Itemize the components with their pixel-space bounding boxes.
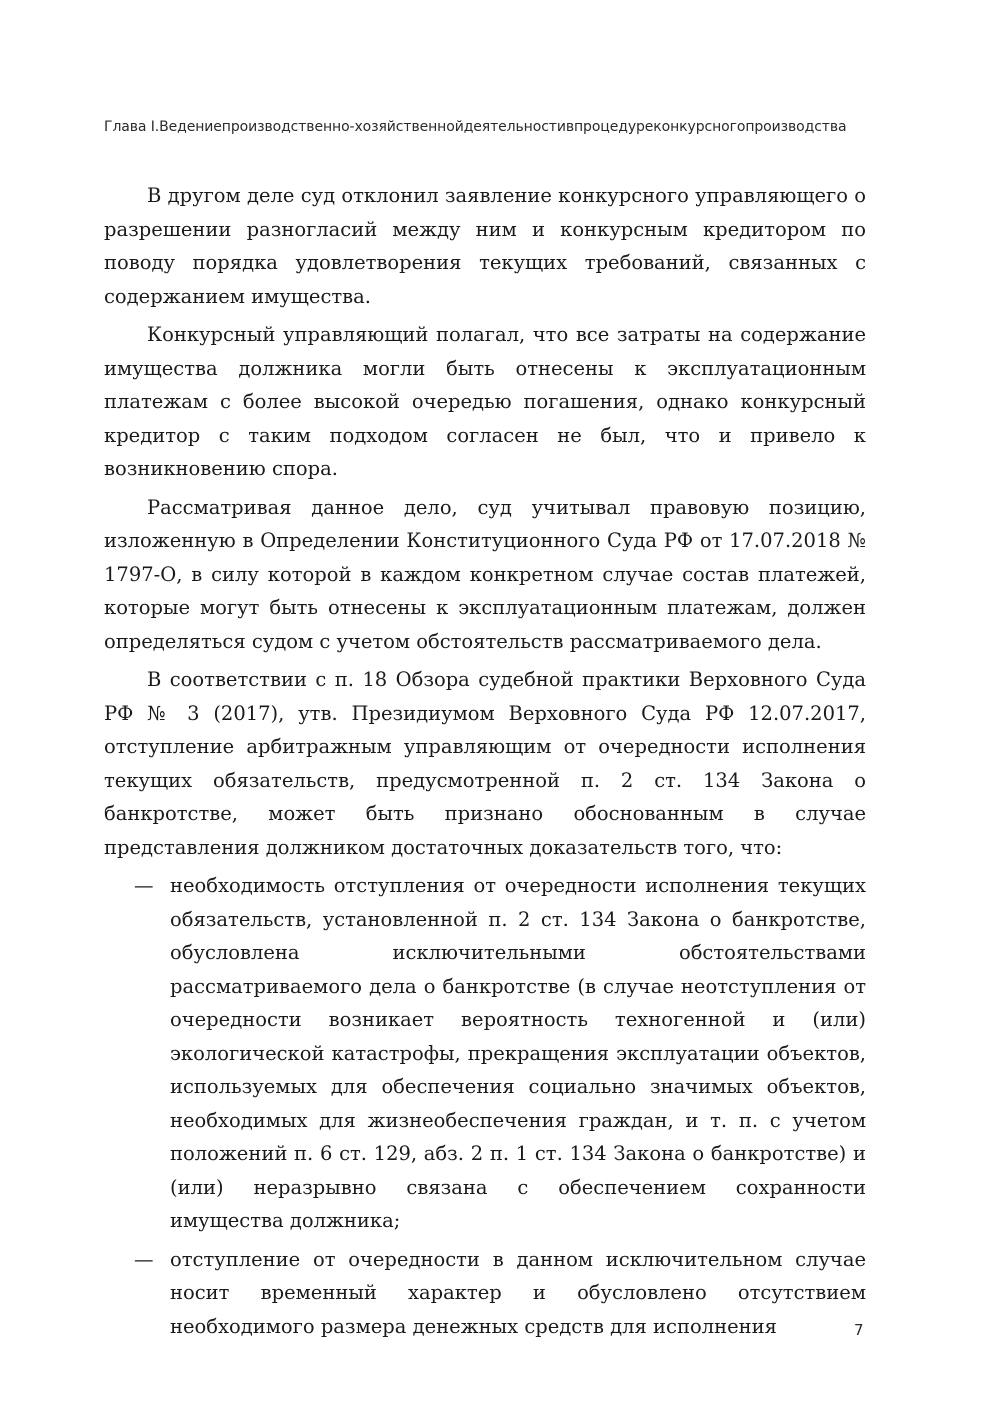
list-item-text: отступление от очередности в данном исключительном случае носит временный характер и обусловлено отсутствием необходимого размера денежных средств для исполнения [170,1247,866,1338]
page-number: 7 [854,1321,864,1339]
paragraph: Рассматривая данное дело, суд учитывал правовую позицию, изложенную в Определении Конституционного Суда РФ от 17.07.2018 № 1797-О, в силу которой в каждом конкретном случае состав платежей, которые могут быть отнесены к эксплуатационным платежам, должен определяться судом с учетом обстоятельств рассматриваемого дела. [104,495,866,653]
list-item-text: необходимость отступления от очередности исполнения текущих обязательств, установленной п. 2 ст. 134 Закона о банкротстве, обусловлена исключительными обстоятельствами рассматриваемого дела о банкротстве (в случае неотступления от очередности возникает вероятность техногенной и (или) экологической катастрофы, прекращения эксплуатации объектов, используемых для обеспечения социально значимых объектов, необходимых для жизнеобеспечения граждан, и т. п. с учетом положений п. 6 ст. 129, абз. 2 п. 1 ст. 134 Закона о банкротстве) и (или) неразрывно связана с обеспечением сохранности имущества должника; [170,874,866,1232]
body-text [104,179,866,1348]
running-header: Глава I.Ведениепроизводственно-хозяйственнойдеятельностивпроцедуреконкурсногопроизводства [104,119,847,135]
list-dash-marker: — [134,874,154,897]
dash-list [104,869,866,1343]
list-item [104,869,866,1238]
list-item [104,1243,866,1344]
paragraph: Конкурсный управляющий полагал, что все затраты на содержание имущества должника могли быть отнесены к эксплуатационным платежам с более высокой очередью погашения, однако конкурсный кредитор с таким подходом согласен не был, что и привело к возникновению спора. [104,323,866,480]
list-dash-marker: — [134,1247,154,1271]
paragraph: В соответствии с п. 18 Обзора судебной практики Верховного Суда РФ № 3 (2017), утв. Президиумом Верховного Суда РФ 12.07.2017, отступление арбитражным управляющим от очередности исполнения текущих обязательств, предусмотренной п. 2 ст. 134 Закона о банкротстве, может быть признано обоснованным в случае представления должником достаточных доказательств того, что: [104,668,866,859]
paragraph: В другом деле суд отклонил заявление конкурсного управляющего о разрешении разногласий между ним и конкурсным кредитором по поводу порядка удовлетворения текущих требований, связанных с содержанием имущества. [104,184,866,308]
